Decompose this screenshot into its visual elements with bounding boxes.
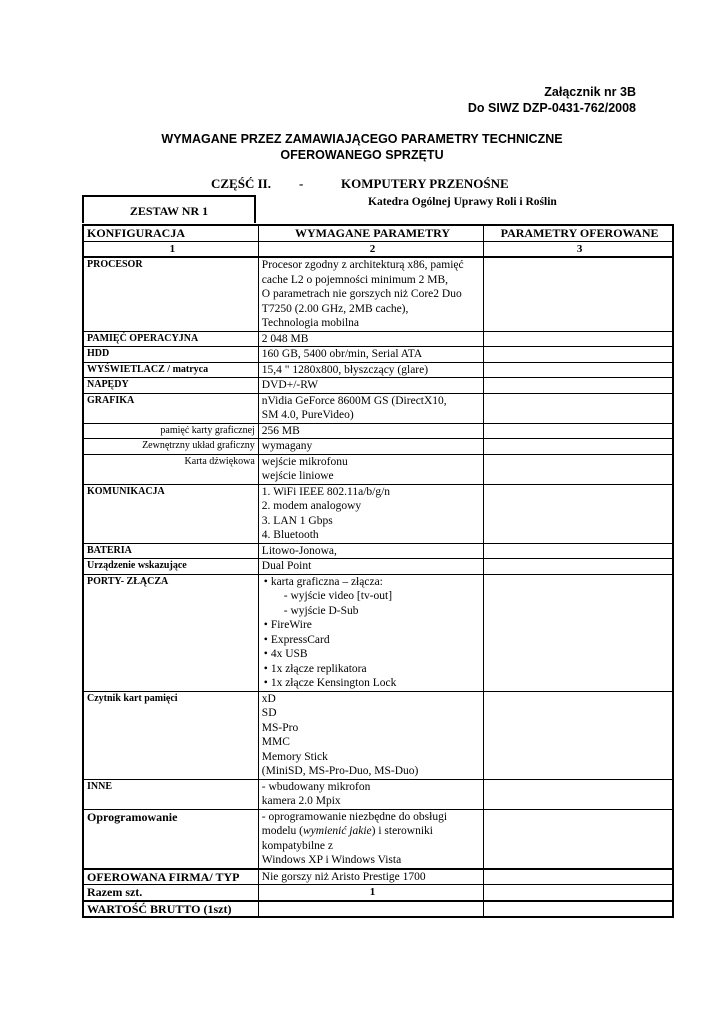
row-label-processor: PROCESOR bbox=[83, 257, 258, 331]
graphics-line: SM 4.0, PureVideo) bbox=[261, 409, 354, 421]
table-row bbox=[83, 809, 673, 869]
row-label-sound-card: Karta dźwiękowa bbox=[83, 454, 258, 484]
table-row bbox=[83, 393, 673, 423]
list-item: • 1x złącze replikatora bbox=[264, 662, 483, 677]
external-gpu-value: wymagany bbox=[258, 439, 483, 455]
offered-cell[interactable] bbox=[484, 347, 673, 363]
offered-cell[interactable] bbox=[484, 439, 673, 455]
ports-list bbox=[262, 618, 483, 691]
graphics-value bbox=[258, 393, 483, 423]
offered-cell[interactable] bbox=[484, 484, 673, 543]
offered-cell[interactable] bbox=[484, 691, 673, 779]
list-item: • 1x złącze Kensington Lock bbox=[264, 676, 483, 691]
row-label-battery: BATERIA bbox=[83, 543, 258, 559]
tender-reference: Do SIWZ DZP-0431-762/2008 bbox=[467, 101, 636, 115]
processor-line: Technologia mobilna bbox=[261, 317, 360, 329]
sound-line: wejście mikrofonu bbox=[261, 455, 348, 468]
offered-cell[interactable] bbox=[484, 378, 673, 394]
row-label-software: Oprogramowanie bbox=[83, 809, 258, 869]
software-line: - oprogramowanie niezbędne do obsługi bbox=[261, 810, 448, 823]
row-label-drives: NAPĘDY bbox=[83, 378, 258, 394]
row-label-card-reader: Czytnik kart pamięci bbox=[83, 691, 258, 779]
card-reader-line: MS-Pro bbox=[261, 721, 299, 734]
offered-cell[interactable] bbox=[484, 809, 673, 869]
processor-line: cache L2 o pojemności minimum 2 MB, bbox=[261, 273, 449, 286]
hdd-value: 160 GB, 5400 obr/min, Serial ATA bbox=[258, 347, 483, 363]
card-reader-line: MMC bbox=[261, 736, 290, 748]
offered-cell[interactable] bbox=[484, 559, 673, 575]
processor-line: T7250 (2.00 GHz, 2MB cache), bbox=[261, 302, 409, 315]
card-reader-value bbox=[258, 691, 483, 779]
offered-cell[interactable] bbox=[484, 257, 673, 331]
part-dash: - bbox=[299, 176, 304, 191]
attachment-number: Załącznik nr 3B bbox=[544, 85, 636, 99]
row-label-offered-firm: OFEROWANA FIRMA/ TYP bbox=[83, 869, 258, 885]
offered-cell[interactable] bbox=[484, 901, 673, 918]
card-reader-line: Memory Stick bbox=[261, 750, 328, 763]
row-label-display: WYŚWIETLACZ / matryca bbox=[83, 362, 258, 378]
set-number-box: ZESTAW NR 1 bbox=[82, 195, 256, 223]
communication-line: 2. modem analogowy bbox=[261, 500, 362, 512]
part-label: CZĘŚĆ II. bbox=[211, 176, 271, 191]
table-row bbox=[83, 559, 673, 575]
ram-value: 2 048 MB bbox=[258, 331, 483, 347]
column-header-offered: PARAMETRY OFEROWANE bbox=[484, 225, 673, 241]
processor-line: Procesor zgodny z architekturą x86, pamięć bbox=[261, 259, 464, 271]
pointing-device-value: Dual Point bbox=[258, 559, 483, 575]
table-row bbox=[83, 331, 673, 347]
gross-value[interactable] bbox=[258, 901, 483, 918]
table-row bbox=[83, 484, 673, 543]
table-row bbox=[83, 454, 673, 484]
communication-line: 1. WiFi IEEE 802.11a/b/g/n bbox=[261, 485, 391, 498]
table-row bbox=[83, 439, 673, 455]
processor-line: O parametrach nie gorszych niż Core2 Duo bbox=[261, 288, 462, 300]
row-label-external-gpu: Zewnętrzny układ graficzny bbox=[83, 439, 258, 455]
list-item: • ExpressCard bbox=[264, 633, 483, 648]
table-number-row bbox=[83, 241, 673, 257]
row-label-gross-value: WARTOŚĆ BRUTTO (1szt) bbox=[83, 901, 258, 918]
row-label-gpu-memory: pamięć karty graficznej bbox=[83, 423, 258, 439]
display-value: 15,4 " 1280x800, błyszczący (glare) bbox=[258, 362, 483, 378]
department-name: Katedra Ogólnej Uprawy Roli i Roślin bbox=[368, 196, 557, 208]
document-title-line2: OFEROWANEGO SPRZĘTU bbox=[280, 148, 444, 162]
table-row bbox=[83, 901, 673, 918]
table-row bbox=[83, 362, 673, 378]
table-row bbox=[83, 543, 673, 559]
row-label-hdd: HDD bbox=[83, 347, 258, 363]
other-line: - wbudowany mikrofon bbox=[261, 780, 371, 793]
software-line: Windows XP i Windows Vista bbox=[261, 854, 402, 866]
table-row bbox=[83, 779, 673, 809]
software-line: kompatybilne z bbox=[261, 839, 334, 852]
software-line: modelu (wymienić jakie) i sterowniki bbox=[261, 825, 433, 837]
ports-list bbox=[262, 575, 483, 590]
row-label-communication: KOMUNIKACJA bbox=[83, 484, 258, 543]
processor-requirements bbox=[258, 257, 483, 331]
card-reader-line: SD bbox=[261, 707, 277, 719]
column-header-required: WYMAGANE PARAMETRY bbox=[258, 225, 483, 241]
column-header-config: KONFIGURACJA bbox=[83, 225, 258, 241]
document-title-line1: WYMAGANE PRZEZ ZAMAWIAJĄCEGO PARAMETRY TECHNICZNE bbox=[161, 132, 563, 146]
quantity-value: 1 bbox=[258, 885, 483, 901]
drives-value: DVD+/-RW bbox=[258, 378, 483, 394]
row-label-pointing-device: Urządzenie wskazujące bbox=[83, 559, 258, 575]
table-row bbox=[83, 423, 673, 439]
table-row bbox=[83, 378, 673, 394]
row-label-graphics: GRAFIKA bbox=[83, 393, 258, 423]
communication-value bbox=[258, 484, 483, 543]
software-value bbox=[258, 809, 483, 869]
gpu-memory-value: 256 MB bbox=[258, 423, 483, 439]
card-reader-line: xD bbox=[261, 692, 276, 705]
offered-cell[interactable] bbox=[484, 869, 673, 885]
list-item: • 4x USB bbox=[264, 647, 483, 662]
offered-cell[interactable] bbox=[484, 423, 673, 439]
column-number-1: 1 bbox=[83, 241, 258, 257]
other-value bbox=[258, 779, 483, 809]
communication-line: 4. Bluetooth bbox=[261, 529, 319, 541]
table-header-row bbox=[83, 225, 673, 241]
column-number-3: 3 bbox=[484, 241, 673, 257]
table-row bbox=[83, 347, 673, 363]
spec-table bbox=[82, 224, 674, 918]
offered-cell[interactable] bbox=[484, 543, 673, 559]
offered-cell[interactable] bbox=[484, 362, 673, 378]
card-reader-line: (MiniSD, MS-Pro-Duo, MS-Duo) bbox=[261, 765, 419, 777]
row-label-ram: PAMIĘĆ OPERACYJNA bbox=[83, 331, 258, 347]
list-item: • FireWire bbox=[264, 618, 483, 633]
offered-cell[interactable] bbox=[484, 331, 673, 347]
row-label-quantity: Razem szt. bbox=[83, 885, 258, 901]
table-row bbox=[83, 691, 673, 779]
table-row bbox=[83, 869, 673, 885]
communication-line: 3. LAN 1 Gbps bbox=[261, 514, 333, 527]
gpu-port-sub: - wyjście D-Sub bbox=[283, 604, 359, 617]
part-title: KOMPUTERY PRZENOŚNE bbox=[341, 176, 509, 191]
sound-card-value bbox=[258, 454, 483, 484]
list-item: • karta graficzna – złącza: bbox=[264, 575, 483, 590]
row-label-ports: PORTY- ZŁĄCZA bbox=[83, 574, 258, 691]
offered-firm-value: Nie gorszy niż Aristo Prestige 1700 bbox=[258, 869, 483, 885]
offered-cell[interactable] bbox=[484, 779, 673, 809]
row-label-other: INNE bbox=[83, 779, 258, 809]
battery-value: Litowo-Jonowa, bbox=[258, 543, 483, 559]
table-row bbox=[83, 885, 673, 901]
offered-cell[interactable] bbox=[484, 393, 673, 423]
ports-value bbox=[258, 574, 483, 691]
table-row bbox=[83, 574, 673, 691]
table-row bbox=[83, 257, 673, 331]
offered-cell[interactable] bbox=[484, 454, 673, 484]
column-number-2: 2 bbox=[258, 241, 483, 257]
offered-cell[interactable] bbox=[484, 574, 673, 691]
offered-cell[interactable] bbox=[484, 885, 673, 901]
sound-line: wejście liniowe bbox=[261, 470, 334, 482]
other-line: kamera 2.0 Mpix bbox=[261, 795, 341, 807]
gpu-port-sub: - wyjście video [tv-out] bbox=[283, 590, 393, 602]
graphics-line: nVidia GeForce 8600M GS (DirectX10, bbox=[261, 394, 447, 407]
